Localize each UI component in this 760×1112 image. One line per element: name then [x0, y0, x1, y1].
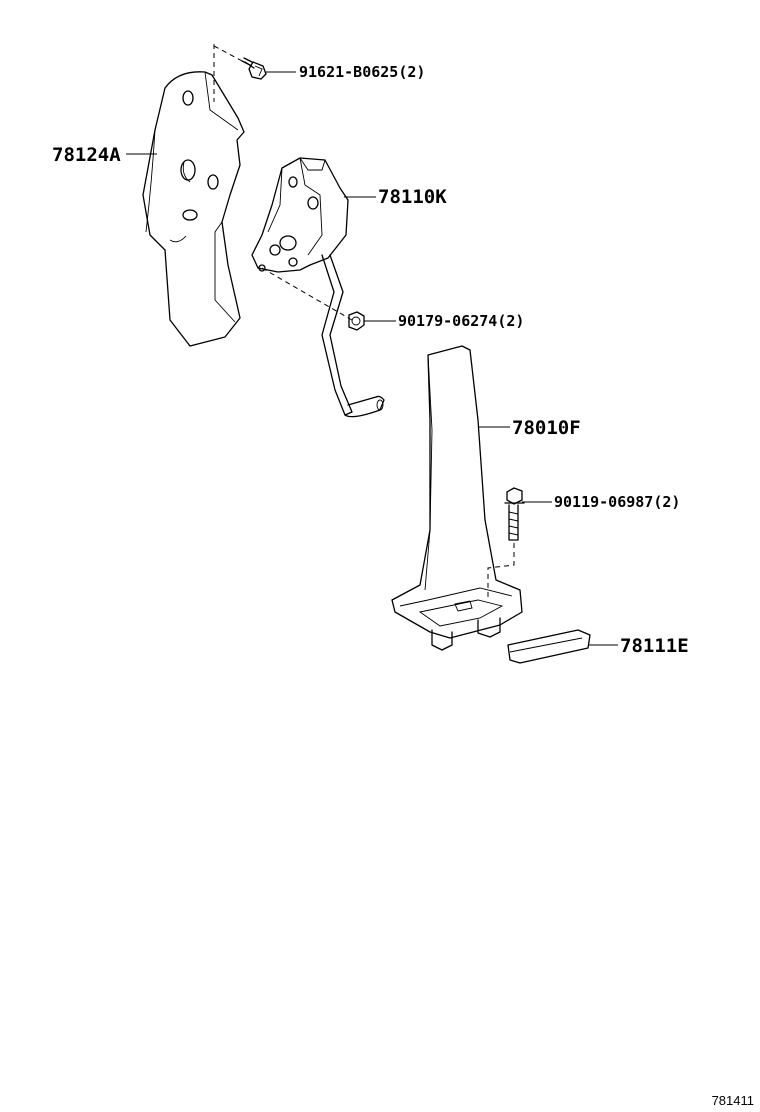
label-78110k: 78110K [378, 186, 447, 208]
bolt-90119-06987[interactable] [505, 488, 524, 540]
diagram-id: 781411 [711, 1093, 754, 1108]
nut-guide-dashed [262, 268, 352, 320]
label-90119-06987: 90119-06987(2) [554, 493, 681, 511]
label-91621-b0625: 91621-B0625(2) [299, 63, 426, 81]
bolt-top-guide-dashed [214, 44, 244, 102]
bracket-78124a[interactable] [143, 72, 244, 346]
label-78124a: 78124A [52, 144, 121, 166]
nut-90179-06274[interactable] [349, 312, 364, 330]
pedal-pad-78010f[interactable] [392, 346, 522, 650]
pad-cover-78111e[interactable] [508, 630, 590, 663]
label-78010f: 78010F [512, 417, 581, 439]
bolt-91621-b0625[interactable] [242, 58, 266, 79]
bolt-pad-guide-dashed [488, 543, 514, 600]
label-78111e: 78111E [620, 635, 689, 657]
label-90179-06274: 90179-06274(2) [398, 312, 525, 330]
